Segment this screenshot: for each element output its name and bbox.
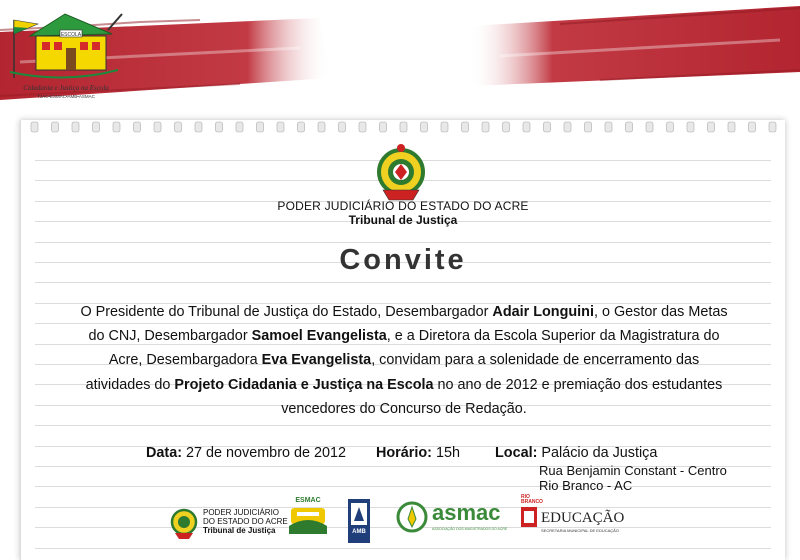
rb-text (521, 495, 543, 505)
rb-line1: RIO (521, 494, 530, 500)
event-place (495, 445, 657, 461)
educacao-text: EDUCAÇÃO (541, 510, 625, 526)
invitation-card (20, 120, 785, 560)
esmac-logo (287, 497, 329, 545)
ruled-line (35, 425, 771, 426)
tj-line3: Tribunal de Justiça (203, 526, 276, 535)
institution-court: Tribunal de Justiça (348, 213, 458, 227)
amb-emblem-icon (348, 499, 370, 543)
body-text: , e a Diretora da Escola Superior da Magistratura do Acre, Desembargadora (108, 328, 720, 369)
ruled-line (35, 242, 771, 243)
body-text: O Presidente do Tribunal de Justiça do Estado, Desembargador (80, 304, 493, 320)
time-label: Horário: (376, 445, 432, 461)
date-label: Data: (146, 445, 182, 461)
body-text: , convidam para a solenidade de encerramento das atividades do (85, 352, 700, 393)
esmac-emblem-icon (287, 504, 329, 540)
body-text: no ano de 2012 e premiação dos estudantes vencedores do Concurso de Redação. (281, 376, 723, 417)
tj-line1: PODER JUDICIÁRIO (203, 508, 280, 517)
esmac-text: ESMAC (295, 497, 321, 504)
project-logo (0, 0, 130, 100)
time-value: 15h (431, 445, 460, 461)
place-value: Palácio da Justiça (537, 445, 658, 461)
logo-caption: Cidadania e Justiça na Escola (23, 84, 109, 92)
ruled-line (35, 282, 771, 283)
asmac-logo (396, 501, 516, 541)
asmac-text: asmac (432, 500, 501, 525)
amb-text: AMB (352, 529, 366, 535)
address-city: Rio Branco - AC (539, 478, 633, 493)
school-sign: ESCOLA (60, 32, 82, 38)
tj-line2: DO ESTADO DO ACRE (203, 517, 288, 526)
rb-line2: BRANCO (521, 499, 543, 505)
amb-logo (348, 499, 370, 543)
date-value: 27 de novembro de 2012 (181, 445, 347, 461)
ruled-line (35, 486, 771, 487)
tj-coat-icon (169, 507, 199, 541)
tj-logo-text (203, 508, 288, 535)
project-name: Projeto Cidadania e Justiça na Escola (174, 376, 434, 393)
tj-acre-logo (169, 505, 299, 545)
rio-branco-educacao-logo (521, 495, 641, 545)
invitation-text (79, 300, 729, 421)
event-time (376, 445, 460, 461)
asmac-emblem-icon (396, 501, 428, 533)
director-name: Eva Evangelista (261, 352, 372, 369)
cnj-manager-name: Samoel Evangelista (251, 328, 387, 345)
place-label: Local: (495, 445, 538, 461)
educacao-subtext: SECRETARIA MUNICIPAL DE EDUCAÇÃO (541, 528, 619, 533)
logo-subcaption: TJAC•ESMAC•AMB•ASMAC (37, 94, 95, 99)
top-banner (0, 0, 800, 118)
event-date (146, 445, 346, 461)
asmac-subtext: ASSOCIAÇÃO DOS MAGISTRADOS DO ACRE (432, 527, 508, 531)
president-name: Adair Longuini (492, 304, 594, 320)
invitation-title: Convite (339, 244, 467, 276)
sponsor-logos (21, 495, 785, 555)
rb-emblem-icon (521, 507, 537, 527)
address-street: Rua Benjamin Constant - Centro (539, 463, 727, 478)
institution-name: PODER JUDICIÁRIO DO ESTADO DO ACRE (277, 199, 529, 213)
body-text: , o Gestor das Metas do CNJ, Desembargador (88, 304, 728, 345)
